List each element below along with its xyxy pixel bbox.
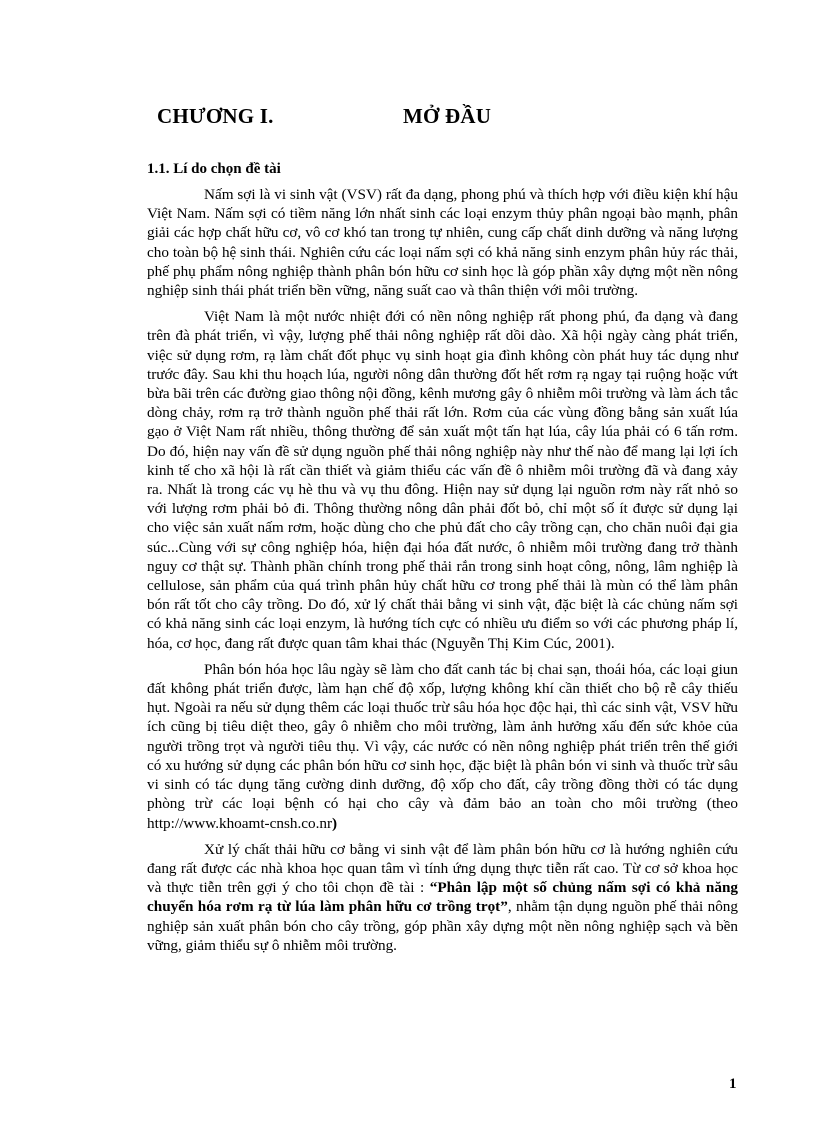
paragraph-3	[147, 660, 738, 833]
thesis-title: “Phân lập một số chủng nấm sợi có khả năng chuyển hóa rơm rạ từ lúa làm phân hữu cơ trồng trọt”	[147, 879, 738, 916]
page-number: 1	[729, 1076, 737, 1092]
body-text	[147, 185, 738, 962]
chapter-title: MỞ ĐẦU	[403, 104, 492, 128]
paragraph-4	[147, 840, 738, 955]
section-heading: 1.1. Lí do chọn đề tài	[147, 161, 281, 177]
paragraph-1: Nấm sợi là vi sinh vật (VSV) rất đa dạng, phong phú và thích hợp với điều kiện khí hậu Việt Nam. Nấm sợi có tiềm năng lớn nhất sinh các loại enzym thủy phân ngoại bào mạnh, phân giải các hợp chất hữu cơ, vô cơ khó tan trong tự nhiên, cung cấp chất dinh dưỡng và năng lượng cho toàn bộ hệ sinh thái. Nghiên cứu các loại nấm sợi có khả năng sinh enzym phân hủy rác thải, phế phụ phẩm nông nghiệp thành phân bón hữu cơ sinh học là góp phần xây dựng một nền nông nghiệp sinh thái phát triển bền vững, năng suất cao và thân thiện với môi trường.	[147, 186, 738, 300]
paragraph-2: Việt Nam là một nước nhiệt đới có nền nông nghiệp rất phong phú, đa dạng và đang trên đà phát triển, vì vậy, lượng phế thải nông nghiệp rất dồi dào. Xã hội ngày càng phát triển, việc sử dụng rơm, rạ làm chất đốt phục vụ sinh hoạt gia đình không còn phát huy tác dụng như trước đây. Sau khi thu hoạch lúa, người nông dân thường đốt hết rơm rạ ngay tại ruộng hoặc vứt bừa bãi trên các đường giao thông nội đồng, kênh mương gây ô nhiễm môi trường và làm ách tắc dòng chảy, rơm rạ trở thành nguồn phế thải rất lớn. Rơm của các vùng đồng bằng sản xuất lúa gạo ở Việt Nam rất nhiều, thông thường để sản xuất một tấn hạt lúa, cây lúa phải có 6 tấn rơm. Do đó, hiện nay vấn đề sử dụng nguồn phế thải nông nghiệp này như thế nào để mang lại lợi ích kinh tế cho xã hội là rất cần thiết và giảm thiểu các vấn đề ô nhiễm môi trường đã và đang xảy ra. Nhất là trong các vụ hè thu và vụ thu đông. Hiện nay sử dụng lại nguồn rơm này rất nhỏ so với lượng rơm phải bỏ đi. Thông thường nông dân phải đốt bỏ, chỉ một số ít được sử dụng lại cho việc sản xuất nấm rơm, hoặc dùng cho che phủ đất cho cây trồng cạn, cho chăn nuôi đại gia súc...Cùng với sự công nghiệp hóa, hiện đại hóa đất nước, ô nhiễm môi trường đang trở thành nguy cơ thật sự. Thành phần chính trong phế thải rắn trong sinh hoạt công, nông, lâm nghiệp là cellulose, sản phẩm của quá trình phân hủy chất hữu cơ trong phế thải là mùn có thể làm phân bón rất tốt cho cây trồng. Do đó, xử lý chất thải bằng vi sinh vật, đặc biệt là các chủng nấm sợi có khả năng sinh các loại enzym, là hướng tích cực có nhiều ưu điểm so với các phương pháp lí, hóa, cơ học, đang rất được quan tâm khai thác (Nguyễn Thị Kim Cúc, 2001).	[147, 308, 738, 652]
paragraph-3-text: Phân bón hóa học lâu ngày sẽ làm cho đất canh tác bị chai sạn, thoái hóa, các loại giun đất không phát triển được, làm hạn chế độ xốp, lượng không khí cần thiết cho bộ rễ cây thiếu hụt. Ngoài ra nếu sử dụng thêm các loại thuốc trừ sâu hóa học độc hại, thì các sinh vật, VSV hữu ích cũng bị tiêu diệt theo, gây ô nhiễm cho môi trường, làm ảnh hưởng xấu đến sức khỏe của người trồng trọt và người tiêu thụ. Vì vậy, các nước có nền nông nghiệp phát triển trên thế giới có xu hướng sử dụng các phân bón hữu cơ sinh học, đặc biệt là phân bón vi sinh và thuốc trừ sâu vi sinh có tác dụng tăng cường dinh dưỡng, độ xốp cho đất, cây trồng đồng thời có tác dụng phòng trừ các loại bệnh có hại cho cây và đảm bảo an toàn cho môi trường (theo http://www.khoamt-cnsh.co.nr	[147, 660, 738, 832]
paragraph-3-close: )	[332, 814, 338, 832]
paragraph-4-after: , nhằm tận dụng nguồn phế thải nông nghiệp sản xuất phân bón cho cây trồng, góp phần xây dựng một nền nông nghiệp sạch và bền vững, giảm thiểu sự ô nhiễm môi trường.	[147, 898, 738, 954]
paragraph-4-before: Xử lý chất thải hữu cơ bằng vi sinh vật để làm phân bón hữu cơ là hướng nghiên cứu đang rất được các nhà khoa học quan tâm vì tính ứng dụng thực tiễn rất cao. Từ cơ sở khoa học và thực tiễn trên gợi ý cho tôi chọn đề tài :	[147, 840, 738, 897]
chapter-heading	[157, 104, 491, 129]
chapter-number: CHƯƠNG I.	[157, 104, 274, 128]
